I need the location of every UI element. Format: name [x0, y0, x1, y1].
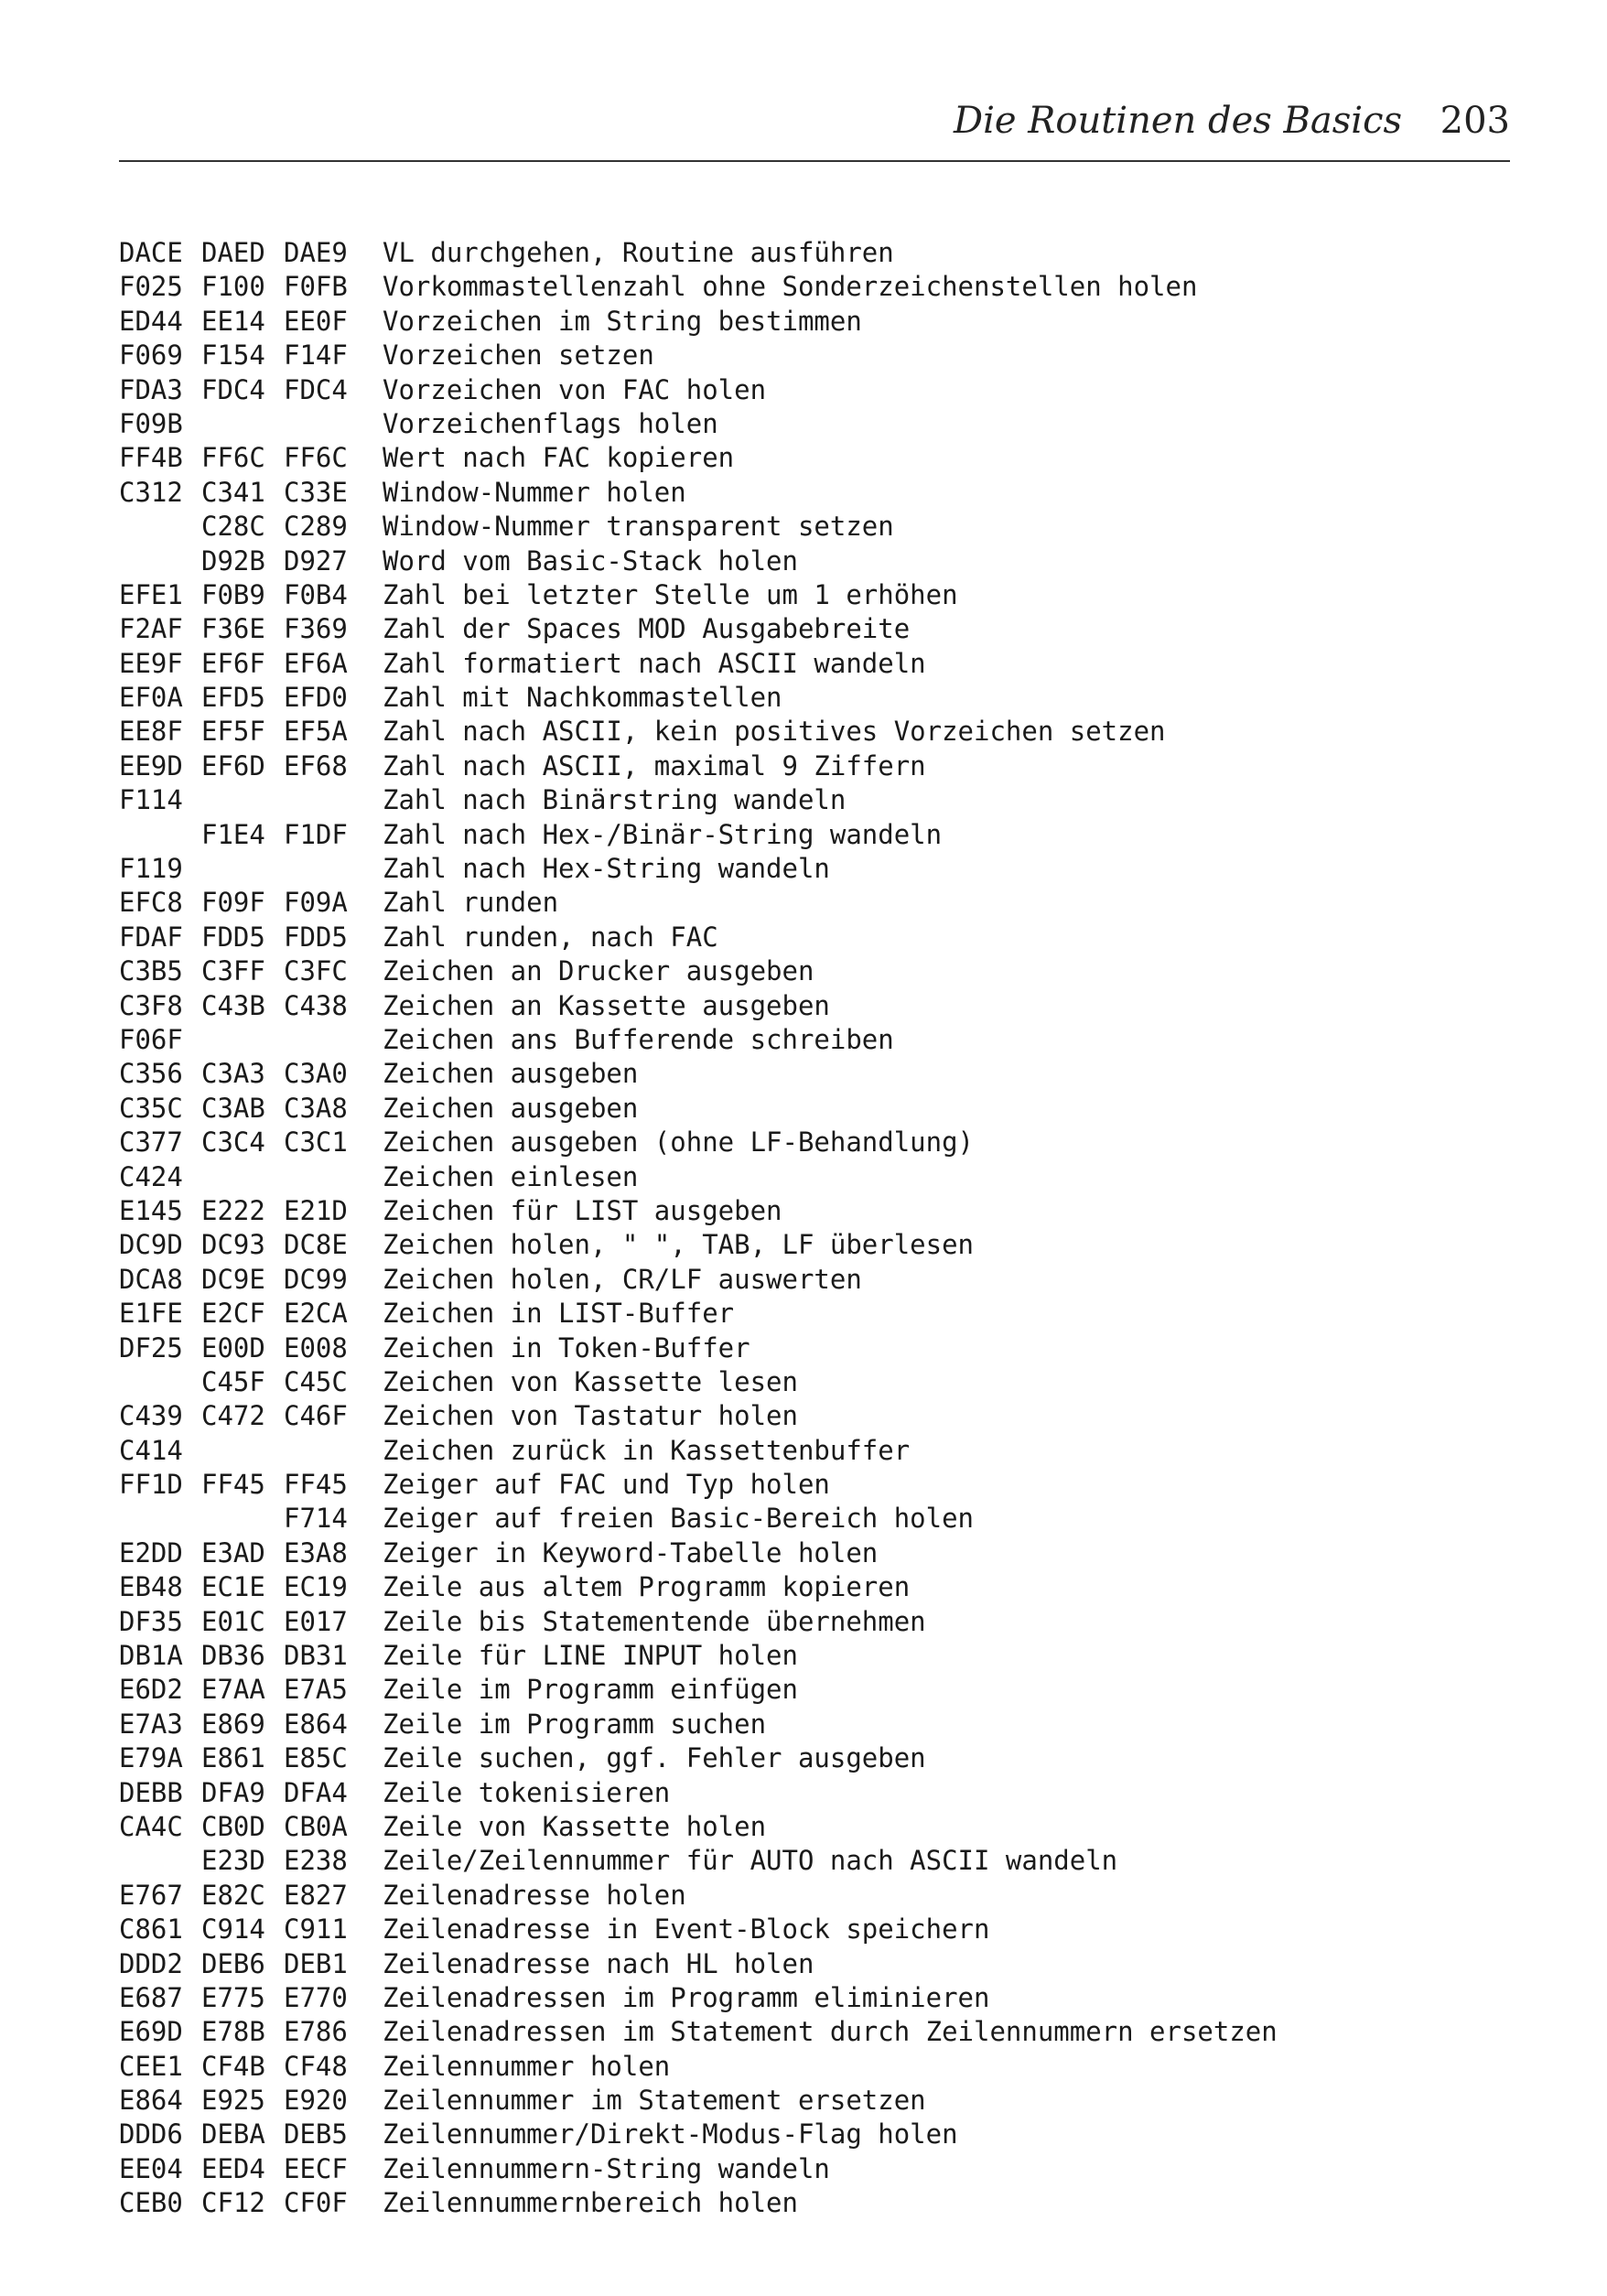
- table-row: [119, 2152, 1492, 2186]
- address-col-1: CEB0: [119, 2187, 183, 2219]
- address-col-1: DDD6: [119, 2118, 183, 2150]
- address-col-2: E775: [201, 1981, 265, 2013]
- table-row: [119, 1741, 1492, 1775]
- routine-description: Zeichen an Kassette ausgeben: [383, 989, 830, 1021]
- table-row: [119, 305, 1492, 339]
- routine-description: Zeichen ausgeben (ohne LF-Behandlung): [383, 1126, 975, 1159]
- header-divider: [119, 160, 1510, 162]
- address-col-3: C45C: [284, 1365, 348, 1397]
- table-row: [119, 886, 1492, 920]
- address-col-2: EF6F: [201, 647, 265, 679]
- address-col-2: DC93: [201, 1229, 265, 1261]
- address-col-2: C341: [201, 476, 265, 508]
- address-col-1: F2AF: [119, 613, 183, 645]
- routine-description: Zeichen für LIST ausgeben: [383, 1194, 782, 1226]
- address-col-2: CB0D: [201, 1810, 265, 1842]
- address-col-2: C3A3: [201, 1058, 265, 1090]
- address-col-3: E3A8: [284, 1536, 348, 1568]
- routine-description: Zeiger auf FAC und Typ holen: [383, 1469, 830, 1501]
- address-col-2: F36E: [201, 613, 265, 645]
- address-col-3: E2CA: [284, 1298, 348, 1330]
- table-row: [119, 612, 1492, 646]
- address-col-1: E7A3: [119, 1708, 183, 1740]
- table-row: [119, 407, 1492, 441]
- page-header: [119, 99, 1510, 154]
- routine-description: Wert nach FAC kopieren: [383, 442, 735, 474]
- table-row: [119, 1228, 1492, 1262]
- routine-address-table: [119, 236, 1492, 2221]
- routine-description: Vorzeichen von FAC holen: [383, 373, 767, 405]
- routine-description: Zeiger in Keyword-Tabelle holen: [383, 1536, 879, 1568]
- table-row: [119, 989, 1492, 1023]
- routine-description: Zeilennummer holen: [383, 2050, 671, 2082]
- page-number: 203: [1440, 100, 1510, 142]
- address-col-3: F0B4: [284, 578, 348, 610]
- table-row: [119, 1297, 1492, 1331]
- routine-description: Zeichen an Drucker ausgeben: [383, 955, 814, 987]
- address-col-1: DEBB: [119, 1776, 183, 1808]
- address-col-2: C45F: [201, 1365, 265, 1397]
- address-col-1: CEE1: [119, 2050, 183, 2082]
- routine-description: Zahl der Spaces MOD Ausgabebreite: [383, 613, 911, 645]
- address-col-2: E23D: [201, 1845, 265, 1877]
- address-col-3: C3FC: [284, 955, 348, 987]
- address-col-1: EF0A: [119, 682, 183, 714]
- address-col-1: E145: [119, 1194, 183, 1226]
- address-col-1: FF4B: [119, 442, 183, 474]
- routine-description: Zeichen zurück in Kassettenbuffer: [383, 1434, 911, 1466]
- routine-description: Zeile aus altem Programm kopieren: [383, 1571, 911, 1603]
- routine-description: Zeichen holen, " ", TAB, LF überlesen: [383, 1229, 975, 1261]
- routine-description: Zeilennummer im Statement ersetzen: [383, 2085, 926, 2117]
- routine-description: Zahl nach Hex-/Binär-String wandeln: [383, 818, 943, 850]
- routine-description: Zeichen ausgeben: [383, 1092, 639, 1124]
- address-col-3: DC99: [284, 1263, 348, 1295]
- routine-description: Zahl formatiert nach ASCII wandeln: [383, 647, 926, 679]
- address-col-2: D92B: [201, 544, 265, 577]
- table-row: [119, 1673, 1492, 1707]
- table-row: [119, 1605, 1492, 1639]
- address-col-3: C3A8: [284, 1092, 348, 1124]
- address-col-1: FDA3: [119, 373, 183, 405]
- routine-description: Zeile für LINE INPUT holen: [383, 1640, 798, 1672]
- routine-description: Vorkommastellenzahl ohne Sonderzeichenstellen holen: [383, 271, 1198, 303]
- address-col-1: C861: [119, 1913, 183, 1946]
- routine-description: Zahl nach ASCII, maximal 9 Ziffern: [383, 749, 926, 782]
- routine-description: Vorzeichenflags holen: [383, 407, 718, 439]
- routine-description: Zeilenadressen im Statement durch Zeilennummern ersetzen: [383, 2016, 1278, 2048]
- address-col-2: E00D: [201, 1331, 265, 1364]
- table-row: [119, 2084, 1492, 2118]
- address-col-3: E920: [284, 2085, 348, 2117]
- address-col-1: E2DD: [119, 1536, 183, 1568]
- address-col-3: DEB1: [284, 1947, 348, 1979]
- routine-description: Zeile von Kassette holen: [383, 1810, 767, 1842]
- table-row: [119, 270, 1492, 304]
- address-col-2: C43B: [201, 989, 265, 1021]
- table-row: [119, 1263, 1492, 1297]
- running-title: Die Routinen des Basics: [954, 100, 1402, 142]
- table-row: [119, 1434, 1492, 1468]
- routine-description: Zahl mit Nachkommastellen: [383, 682, 782, 714]
- routine-description: Vorzeichen im String bestimmen: [383, 305, 862, 337]
- address-col-3: C3C1: [284, 1126, 348, 1159]
- address-col-3: C289: [284, 511, 348, 543]
- table-row: [119, 1536, 1492, 1570]
- address-col-2: CF4B: [201, 2050, 265, 2082]
- table-row: [119, 441, 1492, 475]
- address-col-3: C33E: [284, 476, 348, 508]
- routine-description: Zeichen in Token-Buffer: [383, 1331, 750, 1364]
- address-col-2: FDC4: [201, 373, 265, 405]
- routine-description: Zeichen einlesen: [383, 1160, 639, 1192]
- table-row: [119, 749, 1492, 783]
- table-row: [119, 1092, 1492, 1126]
- address-col-1: E687: [119, 1981, 183, 2013]
- address-col-3: E017: [284, 1605, 348, 1637]
- address-col-2: E7AA: [201, 1674, 265, 1706]
- address-col-3: F09A: [284, 887, 348, 919]
- table-row: [119, 1570, 1492, 1604]
- routine-description: Zeichen ans Bufferende schreiben: [383, 1023, 894, 1055]
- address-col-3: C3A0: [284, 1058, 348, 1090]
- address-col-1: C3F8: [119, 989, 183, 1021]
- table-row: [119, 1126, 1492, 1159]
- table-row: [119, 2050, 1492, 2084]
- address-col-1: FDAF: [119, 921, 183, 953]
- routine-description: Zeichen in LIST-Buffer: [383, 1298, 735, 1330]
- address-col-3: F14F: [284, 340, 348, 372]
- table-row: [119, 339, 1492, 372]
- routine-description: Zeile im Programm suchen: [383, 1708, 767, 1740]
- routine-description: Zahl nach Hex-String wandeln: [383, 853, 830, 885]
- address-col-3: E864: [284, 1708, 348, 1740]
- address-col-1: EB48: [119, 1571, 183, 1603]
- address-col-3: E827: [284, 1879, 348, 1911]
- address-col-3: F714: [284, 1503, 348, 1535]
- address-col-1: EE9D: [119, 749, 183, 782]
- address-col-1: EFC8: [119, 887, 183, 919]
- address-col-3: CB0A: [284, 1810, 348, 1842]
- address-col-2: E82C: [201, 1879, 265, 1911]
- table-row: [119, 2118, 1492, 2151]
- routine-description: Window-Nummer transparent setzen: [383, 511, 894, 543]
- address-col-3: FF6C: [284, 442, 348, 474]
- address-col-3: C46F: [284, 1400, 348, 1432]
- address-col-1: E6D2: [119, 1674, 183, 1706]
- address-col-2: E861: [201, 1742, 265, 1774]
- table-row: [119, 1365, 1492, 1399]
- address-col-2: EF5F: [201, 716, 265, 748]
- routine-description: Word vom Basic-Stack holen: [383, 544, 798, 577]
- table-row: [119, 1160, 1492, 1194]
- address-col-3: EFD0: [284, 682, 348, 714]
- address-col-2: F100: [201, 271, 265, 303]
- address-col-3: E85C: [284, 1742, 348, 1774]
- routine-description: Zeilenadressen im Programm eliminieren: [383, 1981, 990, 2013]
- routine-description: Zeichen holen, CR/LF auswerten: [383, 1263, 862, 1295]
- table-row: [119, 1981, 1492, 2015]
- address-col-1: EE8F: [119, 716, 183, 748]
- table-row: [119, 681, 1492, 715]
- address-col-1: DB1A: [119, 1640, 183, 1672]
- address-col-3: DEB5: [284, 2118, 348, 2150]
- address-col-2: E222: [201, 1194, 265, 1226]
- address-col-2: E869: [201, 1708, 265, 1740]
- address-col-3: EC19: [284, 1571, 348, 1603]
- address-col-2: DC9E: [201, 1263, 265, 1295]
- address-col-1: C377: [119, 1126, 183, 1159]
- routine-description: Zeile/Zeilennummer für AUTO nach ASCII wandeln: [383, 1845, 1118, 1877]
- routine-description: VL durchgehen, Routine ausführen: [383, 237, 894, 268]
- table-row: [119, 1331, 1492, 1365]
- table-row: [119, 2015, 1492, 2049]
- address-col-3: EF6A: [284, 647, 348, 679]
- table-row: [119, 1947, 1492, 1981]
- address-col-2: C472: [201, 1400, 265, 1432]
- table-row: [119, 544, 1492, 578]
- routine-description: Zeilennummer/Direkt-Modus-Flag holen: [383, 2118, 958, 2150]
- address-col-3: E786: [284, 2016, 348, 2048]
- address-col-3: E770: [284, 1981, 348, 2013]
- address-col-1: E79A: [119, 1742, 183, 1774]
- routine-description: Zeilenadresse holen: [383, 1879, 686, 1911]
- address-col-2: F09F: [201, 887, 265, 919]
- table-row: [119, 954, 1492, 988]
- address-col-3: EE0F: [284, 305, 348, 337]
- table-row: [119, 236, 1492, 270]
- table-row: [119, 510, 1492, 544]
- table-row: [119, 1810, 1492, 1844]
- address-col-2: E3AD: [201, 1536, 265, 1568]
- address-col-3: E008: [284, 1331, 348, 1364]
- address-col-1: DF35: [119, 1605, 183, 1637]
- address-col-2: F1E4: [201, 818, 265, 850]
- table-row: [119, 1776, 1492, 1810]
- address-col-2: E2CF: [201, 1298, 265, 1330]
- routine-description: Zeilennummern-String wandeln: [383, 2152, 830, 2184]
- address-col-2: C3AB: [201, 1092, 265, 1124]
- routine-description: Zeiger auf freien Basic-Bereich holen: [383, 1503, 975, 1535]
- address-col-1: DCA8: [119, 1263, 183, 1295]
- address-col-1: C35C: [119, 1092, 183, 1124]
- table-row: [119, 1913, 1492, 1946]
- address-col-2: DB36: [201, 1640, 265, 1672]
- address-col-3: FDC4: [284, 373, 348, 405]
- address-col-1: C439: [119, 1400, 183, 1432]
- address-col-1: C3B5: [119, 955, 183, 987]
- address-col-2: EFD5: [201, 682, 265, 714]
- address-col-2: FDD5: [201, 921, 265, 953]
- table-row: [119, 1708, 1492, 1741]
- address-col-1: C424: [119, 1160, 183, 1192]
- address-col-1: C414: [119, 1434, 183, 1466]
- routine-description: Zeichen ausgeben: [383, 1058, 639, 1090]
- table-row: [119, 715, 1492, 749]
- address-col-1: F025: [119, 271, 183, 303]
- routine-description: Zeilenadresse nach HL holen: [383, 1947, 814, 1979]
- routine-description: Zahl runden: [383, 887, 559, 919]
- address-col-2: DEBA: [201, 2118, 265, 2150]
- address-col-2: EE14: [201, 305, 265, 337]
- address-col-2: FF45: [201, 1469, 265, 1501]
- address-col-2: DEB6: [201, 1947, 265, 1979]
- table-row: [119, 1399, 1492, 1433]
- address-col-2: E925: [201, 2085, 265, 2117]
- routine-description: Zahl nach Binärstring wandeln: [383, 784, 847, 816]
- address-col-3: C438: [284, 989, 348, 1021]
- address-col-3: FF45: [284, 1469, 348, 1501]
- routine-description: Window-Nummer holen: [383, 476, 686, 508]
- address-col-3: C911: [284, 1913, 348, 1946]
- table-row: [119, 921, 1492, 954]
- address-col-3: DC8E: [284, 1229, 348, 1261]
- address-col-1: ED44: [119, 305, 183, 337]
- address-col-3: FDD5: [284, 921, 348, 953]
- address-col-2: F0B9: [201, 578, 265, 610]
- address-col-2: C28C: [201, 511, 265, 543]
- routine-description: Zeile bis Statementende übernehmen: [383, 1605, 926, 1637]
- routine-description: Zeichen von Tastatur holen: [383, 1400, 798, 1432]
- routine-description: Zeile im Programm einfügen: [383, 1674, 798, 1706]
- routine-description: Zeile tokenisieren: [383, 1776, 671, 1808]
- address-col-1: EFE1: [119, 578, 183, 610]
- table-row: [119, 578, 1492, 612]
- address-col-1: F119: [119, 853, 183, 885]
- address-col-3: F1DF: [284, 818, 348, 850]
- table-row: [119, 1844, 1492, 1878]
- address-col-2: C3C4: [201, 1126, 265, 1159]
- address-col-2: EF6D: [201, 749, 265, 782]
- table-row: [119, 2186, 1492, 2220]
- address-col-2: EC1E: [201, 1571, 265, 1603]
- table-row: [119, 1879, 1492, 1913]
- address-col-3: CF0F: [284, 2187, 348, 2219]
- table-row: [119, 373, 1492, 407]
- routine-description: Zeilennummernbereich holen: [383, 2187, 798, 2219]
- routine-description: Zahl runden, nach FAC: [383, 921, 718, 953]
- routine-description: Zeichen von Kassette lesen: [383, 1365, 798, 1397]
- address-col-1: EE04: [119, 2152, 183, 2184]
- address-col-3: E238: [284, 1845, 348, 1877]
- address-col-3: DFA4: [284, 1776, 348, 1808]
- table-row: [119, 783, 1492, 817]
- address-col-1: F06F: [119, 1023, 183, 1055]
- routine-description: Vorzeichen setzen: [383, 340, 654, 372]
- address-col-3: F0FB: [284, 271, 348, 303]
- table-row: [119, 1468, 1492, 1502]
- address-col-3: F369: [284, 613, 348, 645]
- address-col-3: E7A5: [284, 1674, 348, 1706]
- address-col-2: E01C: [201, 1605, 265, 1637]
- address-col-2: DFA9: [201, 1776, 265, 1808]
- address-col-2: C3FF: [201, 955, 265, 987]
- address-col-1: E1FE: [119, 1298, 183, 1330]
- table-row: [119, 1057, 1492, 1091]
- address-col-2: E78B: [201, 2016, 265, 2048]
- address-col-1: CA4C: [119, 1810, 183, 1842]
- table-row: [119, 1639, 1492, 1673]
- routine-description: Zahl bei letzter Stelle um 1 erhöhen: [383, 578, 958, 610]
- address-col-3: EF5A: [284, 716, 348, 748]
- address-col-3: CF48: [284, 2050, 348, 2082]
- routine-description: Zeilenadresse in Event-Block speichern: [383, 1913, 990, 1946]
- address-col-1: F069: [119, 340, 183, 372]
- address-col-3: EECF: [284, 2152, 348, 2184]
- address-col-3: DAE9: [284, 237, 348, 268]
- address-col-1: F114: [119, 784, 183, 816]
- address-col-3: E21D: [284, 1194, 348, 1226]
- address-col-1: DACE: [119, 237, 183, 268]
- routine-description: Zahl nach ASCII, kein positives Vorzeichen setzen: [383, 716, 1166, 748]
- table-row: [119, 647, 1492, 681]
- address-col-2: CF12: [201, 2187, 265, 2219]
- address-col-3: DB31: [284, 1640, 348, 1672]
- address-col-1: DDD2: [119, 1947, 183, 1979]
- table-row: [119, 818, 1492, 852]
- address-col-2: DAED: [201, 237, 265, 268]
- routine-description: Zeile suchen, ggf. Fehler ausgeben: [383, 1742, 926, 1774]
- address-col-1: EE9F: [119, 647, 183, 679]
- table-row: [119, 1502, 1492, 1536]
- address-col-1: E864: [119, 2085, 183, 2117]
- address-col-3: EF68: [284, 749, 348, 782]
- table-row: [119, 1023, 1492, 1057]
- address-col-2: F154: [201, 340, 265, 372]
- address-col-1: C312: [119, 476, 183, 508]
- table-row: [119, 1194, 1492, 1228]
- address-col-3: D927: [284, 544, 348, 577]
- address-col-1: DC9D: [119, 1229, 183, 1261]
- address-col-1: C356: [119, 1058, 183, 1090]
- address-col-1: F09B: [119, 407, 183, 439]
- address-col-2: C914: [201, 1913, 265, 1946]
- table-row: [119, 476, 1492, 510]
- address-col-2: FF6C: [201, 442, 265, 474]
- address-col-1: DF25: [119, 1331, 183, 1364]
- address-col-1: E767: [119, 1879, 183, 1911]
- table-row: [119, 852, 1492, 886]
- address-col-2: EED4: [201, 2152, 265, 2184]
- address-col-1: FF1D: [119, 1469, 183, 1501]
- address-col-1: E69D: [119, 2016, 183, 2048]
